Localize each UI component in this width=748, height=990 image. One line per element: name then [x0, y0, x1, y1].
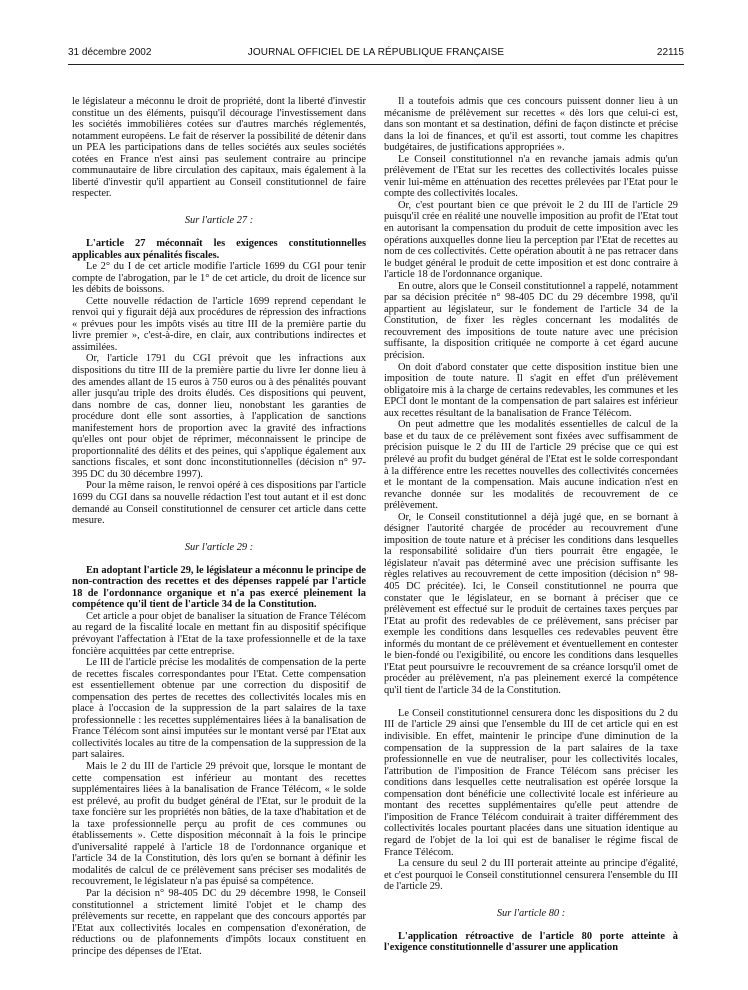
paragraph: Le Conseil constitutionnel censurera donc les dispositions du 2 du III de l'article 29 ainsi que l'ensemble du III de cet article qui en est indivisible. En effet, maintenir le principe d'une diminution de la compensation de la suppression de la part salaires de la taxe professionnelle en vue de neutraliser, pour les collectivités locales, l'attribution de l'imposition de France Télécom sans préciser les conditions dans lesquelles cette neutralisation est opérée lorsque la compensation dont bénéficie une collectivité locale est inférieure au montant des recettes supplémentaires qu'elle peut attendre de l'imposition de France Télécom conduirait à traiter différemment des collectivités locales pourtant placées dans une situation identique au regard de l'objet de la loi qui est de banaliser le régime fiscal de France Télécom.	[384, 707, 678, 858]
paragraph: Par la décision n° 98-405 DC du 29 décembre 1998, le Conseil constitutionnel a strictement limité l'objet et le champ des prélèvements sur recette, en rappelant que des concours apportés par l'Etat aux collectivités locales en compensation d'exonération, de réductions ou de plafonnements d'impôts locaux constituent en principe des dépenses de l'Etat.	[72, 888, 366, 957]
paragraph: Cet article a pour objet de banaliser la situation de France Télécom au regard de la fiscalité locale en mettant fin au dispositif spécifique prévoyant l'affectation à l'Etat de la taxe professionnelle et de la taxe foncière acquittées par cette entreprise.	[72, 610, 366, 657]
paragraph: Mais le 2 du III de l'article 29 prévoit que, lorsque le montant de cette compensation est inférieur au montant des recettes supplémentaires liées à la banalisation de France Télécom, « le solde est prélevé, au profit du budget général de l'Etat, sur le produit de la taxe foncière sur les propriétés non bâties, de la taxe d'habitation et de la taxe professionnelle perçu au profit de ces communes ou établissements ». Cette disposition méconnaît à la fois le principe d'universalité rappelé à l'article 18 de l'ordonnance organique et l'article 34 de la Constitution, dès lors qu'en se bornant à définir les modalités de calcul de ce prélèvement sans préciser ses modalités de recouvrement, le législateur n'a pas épuisé sa compétence.	[72, 760, 366, 888]
section-heading-article-29: Sur l'article 29 :	[184, 541, 254, 553]
page-header	[68, 47, 684, 63]
issue-date: 31 décembre 2002	[68, 47, 152, 58]
paragraph: Le 2° du I de cet article modifie l'article 1699 du CGI pour tenir compte de l'abrogation, par le 1° de cet article, du droit de licence sur les débits de boissons.	[72, 261, 366, 296]
left-column	[72, 96, 366, 957]
paragraph: Le III de l'article précise les modalités de compensation de la perte de recettes fiscales correspondantes pour l'Etat. Cette compensation est essentiellement obtenue par une correction du dispositif de compensation des pertes de recettes des collectivités locales mis en place à l'occasion de la suppression de la part salaires de la taxe professionnelle : les recettes supplémentaires liées à la banalisation de France Télécom sont ainsi imputées sur le montant versé par l'Etat aux collectivités locales au titre de la compensation de la suppression de la part salaires.	[72, 657, 366, 761]
section-heading-article-80: Sur l'article 80 :	[496, 907, 566, 919]
section-summary-article-80: L'application rétroactive de l'article 80 porte atteinte à l'exigence constitutionnelle d'assurer une application	[384, 930, 678, 954]
right-column	[384, 96, 678, 954]
paragraph: le législateur a méconnu le droit de propriété, dont la liberté d'investir constitue un des éléments, puisqu'il décourage l'investissement dans les sociétés immobilières cotées sur d'autres marchés réglementés, notamment européens. Le fait de réserver la possibilité de détenir dans un PEA les participations dans de telles sociétés aux seules sociétés cotées en France n'est ainsi pas seulement contraire au principe communautaire de libre circulation des capitaux, mais également à la liberté d'investir qu'il appartient au Conseil constitutionnel de faire respecter.	[72, 96, 366, 200]
section-heading-article-27: Sur l'article 27 :	[184, 214, 254, 226]
page-number: 22115	[656, 47, 684, 58]
header-rule	[68, 64, 684, 65]
paragraph: Le Conseil constitutionnel n'a en revanche jamais admis qu'un prélèvement de l'Etat sur les recettes des collectivités locales puisse venir lui-même en atténuation des recettes prélevées par l'Etat pour le compte des collectivités locales.	[384, 153, 678, 200]
paragraph: La censure du seul 2 du III porterait atteinte au principe d'égalité, et c'est pourquoi le Conseil constitutionnel censurera l'ensemble du III de l'article 29.	[384, 858, 678, 893]
journal-title: JOURNAL OFFICIEL DE LA RÉPUBLIQUE FRANÇAISE	[247, 47, 505, 58]
paragraph: Pour la même raison, le renvoi opéré à ces dispositions par l'article 1699 du CGI dans sa nouvelle rédaction l'est tout autant et il est donc demandé au Conseil constitutionnel de censurer cet article dans cette mesure.	[72, 480, 366, 527]
paragraph: On doit d'abord constater que cette disposition institue bien une imposition de toute nature. Il s'agit en effet d'un prélèvement obligatoire mis à la charge de certains redevables, les communes et les EPCI dont le montant de la compensation de part salaires est inférieur aux recettes résultant de la banalisation de France Télécom.	[384, 361, 678, 419]
section-summary-article-29: En adoptant l'article 29, le législateur a méconnu le principe de non-contraction des recettes et des dépenses rappelé par l'article 18 de l'ordonnance organique et n'a pas exercé pleinement la compétence qu'il tient de l'article 34 de la Constitution.	[72, 564, 366, 611]
paragraph: Or, c'est pourtant bien ce que prévoit le 2 du III de l'article 29 puisqu'il crée en réalité une nouvelle imposition au profit de l'Etat tout en autorisant la compensation du produit de cette imposition avec les opérations auxquelles donne lieu la perception par l'Etat de recettes au nom de ces collectivités. Cette opération aboutit à ne pas retracer dans le budget général le produit de cette imposition et est donc contraire à l'article 18 de l'ordonnance organique.	[384, 199, 678, 281]
paragraph: Or, le Conseil constitutionnel a déjà jugé que, en se bornant à désigner l'autorité chargée de procéder au recouvrement d'une imposition de toute nature et à préciser les conditions dans lesquelles la responsabilité solidaire d'un tiers pourrait être engagée, le législateur n'avait pas déterminé avec une précision suffisante les règles relatives au recouvrement de cette imposition (décision n° 98-405 DC précitée). Ici, le Conseil constitutionnel ne pourra que constater que le législateur, en se bornant à préciser que ce prélèvement est effectué sur le produit de certaines taxes perçues par l'Etat au profit des redevables de ce prélèvement, sans préciser par exemple les conditions dans lesquelles ces redevables peuvent être informés du montant de ce prélèvement et éventuellement en contester le bien-fondé ou l'exigibilité, ou encore les conditions dans lesquelles l'Etat peut poursuivre le recouvrement de sa créance lorsqu'il omet de procéder au prélèvement, n'a pas pleinement exercé la compétence qu'il tient de l'article 34 de la Constitution.	[384, 511, 678, 696]
paragraph: On peut admettre que les modalités essentielles de calcul de la base et du taux de ce prélèvement sont fixées avec suffisamment de précision puisque le 2 du III de l'article 29 précise que ce qui est prélevé au profit du budget général de l'Etat est le solde correspondant à la différence entre les recettes nouvelles des collectivités concernées et le montant de la compensation. Mais aucune indication n'est en revanche donnée sur les modalités de recouvrement de ce prélèvement.	[384, 419, 678, 512]
section-summary-article-27: L'article 27 méconnaît les exigences constitutionnelles applicables aux pénalités fiscales.	[72, 237, 366, 261]
paragraph: Or, l'article 1791 du CGI prévoit que les infractions aux dispositions du titre III de la première partie du livre Ier donne lieu à des amendes allant de 15 euros à 750 euros ou à des pénalités pouvant aller jusqu'au triple des droits éludés. Ces dispositions qui peuvent, dans nombre de cas, donner lieu, nonobstant les garanties de procédure dont elle sont assorties, à l'application de sanctions manifestement hors de proportion avec la gravité des infractions qu'elles ont pour objet de réprimer, méconnaissent le principe de proportionnalité des délits et des peines, qui s'applique également aux sanctions fiscales, et sont donc inconstitutionnelles (décision n° 97-395 DC du 30 décembre 1997).	[72, 353, 366, 480]
paragraph: Cette nouvelle rédaction de l'article 1699 reprend cependant le renvoi qui y figurait déjà aux procédures de répression des infractions « prévues pour les impôts visés au titre III de la première partie du livre premier », c'est-à-dire, en clair, aux contributions indirectes et assimilées.	[72, 295, 366, 353]
paragraph: En outre, alors que le Conseil constitutionnel a rappelé, notamment par sa décision précitée n° 98-405 DC du 29 décembre 1998, qu'il appartient au législateur, sur le fondement de l'article 34 de la Constitution, de fixer les règles concernant les modalités de recouvrement des impositions de toute nature avec une précision suffisante, la disposition critiquée ne comporte à cet égard aucune précision.	[384, 280, 678, 362]
paragraph: Il a toutefois admis que ces concours puissent donner lieu à un mécanisme de prélèvement sur recettes « dès lors que celui-ci est, dans son montant et sa destination, défini de façon distincte et précise dans la loi de finances, et qu'il est assorti, tout comme les chapitres budgétaires, de justifications appropriées ».	[384, 96, 678, 154]
